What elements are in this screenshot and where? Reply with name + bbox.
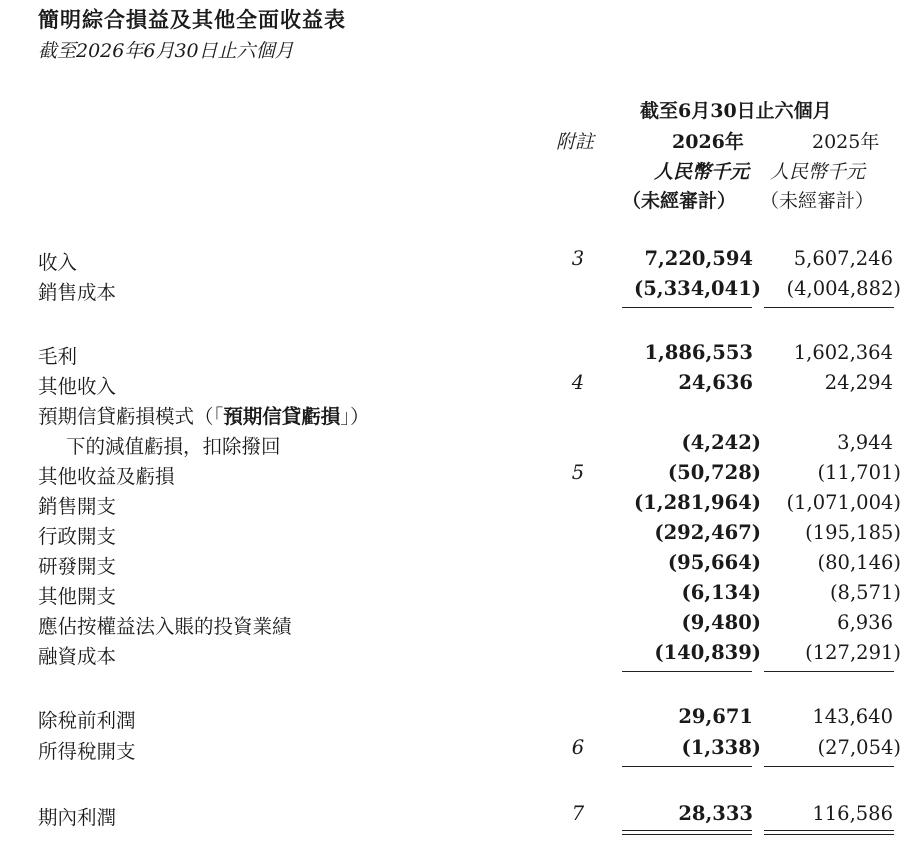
row-label: 除稅前利潤	[38, 709, 136, 732]
row-note: 7	[571, 802, 585, 825]
row-value-prior: 6,936	[837, 611, 893, 634]
table-row	[0, 736, 915, 766]
row-label: 其他收入	[38, 375, 117, 398]
row-value-current: (140,839)	[654, 641, 761, 664]
table-row	[0, 277, 915, 307]
row-label: 融資成本	[38, 645, 117, 668]
table-row	[0, 521, 915, 551]
audit-prior-header: （未經審計）	[760, 190, 875, 212]
note-column-header: 附註	[556, 131, 595, 153]
row-label-defined-term: 預期信貸虧損	[223, 405, 341, 428]
table-row	[0, 401, 915, 431]
row-value-current: 28,333	[678, 802, 753, 825]
row-label: 銷售成本	[38, 281, 117, 304]
table-row	[0, 641, 915, 671]
table-row	[0, 431, 915, 461]
subtotal-rule-current	[622, 766, 752, 767]
row-value-current: (50,728)	[667, 461, 761, 484]
row-label: 收入	[38, 251, 78, 274]
row-label: 所得稅開支	[38, 740, 136, 763]
total-double-rule-current	[622, 830, 752, 835]
currency-current-header: 人民幣千元	[654, 161, 750, 183]
subtotal-rule-prior	[764, 307, 894, 308]
row-value-current: 7,220,594	[644, 247, 753, 270]
period-header: 截至6月30日止六個月	[640, 100, 832, 122]
row-label: 下的減值虧損，扣除撥回	[66, 435, 281, 458]
row-value-prior: 5,607,246	[793, 247, 893, 270]
row-label: 其他開支	[38, 585, 117, 608]
row-value-prior: (1,071,004)	[786, 491, 901, 514]
row-label: 行政開支	[38, 525, 117, 548]
row-value-prior: 24,294	[824, 371, 893, 394]
table-row	[0, 705, 915, 735]
statement-title: 簡明綜合損益及其他全面收益表	[38, 7, 346, 32]
row-value-current: (4,242)	[681, 431, 761, 454]
table-row	[0, 802, 915, 832]
total-double-rule-prior	[764, 830, 894, 835]
subtotal-rule-prior	[764, 766, 894, 767]
row-value-prior: 3,944	[837, 431, 893, 454]
table-row	[0, 581, 915, 611]
row-value-current: 1,886,553	[644, 341, 753, 364]
row-value-current: (292,467)	[654, 521, 761, 544]
audit-current-header: （未經審計）	[622, 190, 737, 212]
row-value-prior: (11,701)	[817, 461, 901, 484]
row-value-prior: (127,291)	[805, 641, 901, 664]
year-prior-header: 2025年	[812, 131, 880, 153]
table-row	[0, 551, 915, 581]
subtotal-rule-current	[622, 671, 752, 672]
table-row	[0, 461, 915, 491]
row-value-current: (1,281,964)	[633, 491, 761, 514]
row-note: 4	[571, 371, 585, 394]
currency-prior-header: 人民幣千元	[770, 161, 866, 183]
row-label: 期內利潤	[38, 806, 117, 829]
row-label-suffix: 」）	[340, 405, 370, 428]
row-note: 5	[571, 461, 585, 484]
row-label: 應佔按權益法入賬的投資業績	[38, 615, 292, 638]
row-value-current: 29,671	[678, 705, 753, 728]
row-value-current: 24,636	[678, 371, 753, 394]
row-value-prior: (195,185)	[805, 521, 901, 544]
table-row	[0, 341, 915, 371]
row-value-prior: (4,004,882)	[786, 277, 901, 300]
table-row	[0, 491, 915, 521]
row-value-prior: 143,640	[812, 705, 893, 728]
row-value-current: (5,334,041)	[633, 277, 761, 300]
row-value-prior: 116,586	[812, 802, 893, 825]
table-row	[0, 247, 915, 277]
row-label: 其他收益及虧損	[38, 465, 175, 488]
statement-subtitle: 截至2026年6月30日止六個月	[38, 40, 294, 62]
subtotal-rule-current	[622, 307, 752, 308]
row-value-current: (9,480)	[681, 611, 761, 634]
row-label: 研發開支	[38, 555, 117, 578]
row-note: 3	[571, 247, 585, 270]
row-label: 銷售開支	[38, 495, 117, 518]
row-label	[38, 401, 370, 429]
row-value-prior: (27,054)	[817, 736, 901, 759]
row-value-prior: (80,146)	[817, 551, 901, 574]
row-value-prior: (8,571)	[829, 581, 901, 604]
table-row	[0, 611, 915, 641]
subtotal-rule-prior	[764, 671, 894, 672]
row-value-current: (1,338)	[681, 736, 761, 759]
row-note: 6	[571, 736, 585, 759]
row-value-prior: 1,602,364	[793, 341, 893, 364]
year-current-header: 2026年	[672, 131, 744, 153]
row-value-current: (6,134)	[681, 581, 761, 604]
row-value-current: (95,664)	[667, 551, 761, 574]
row-label: 毛利	[38, 345, 78, 368]
row-label-prefix: 預期信貸虧損模式（「	[38, 405, 224, 428]
table-row	[0, 371, 915, 401]
